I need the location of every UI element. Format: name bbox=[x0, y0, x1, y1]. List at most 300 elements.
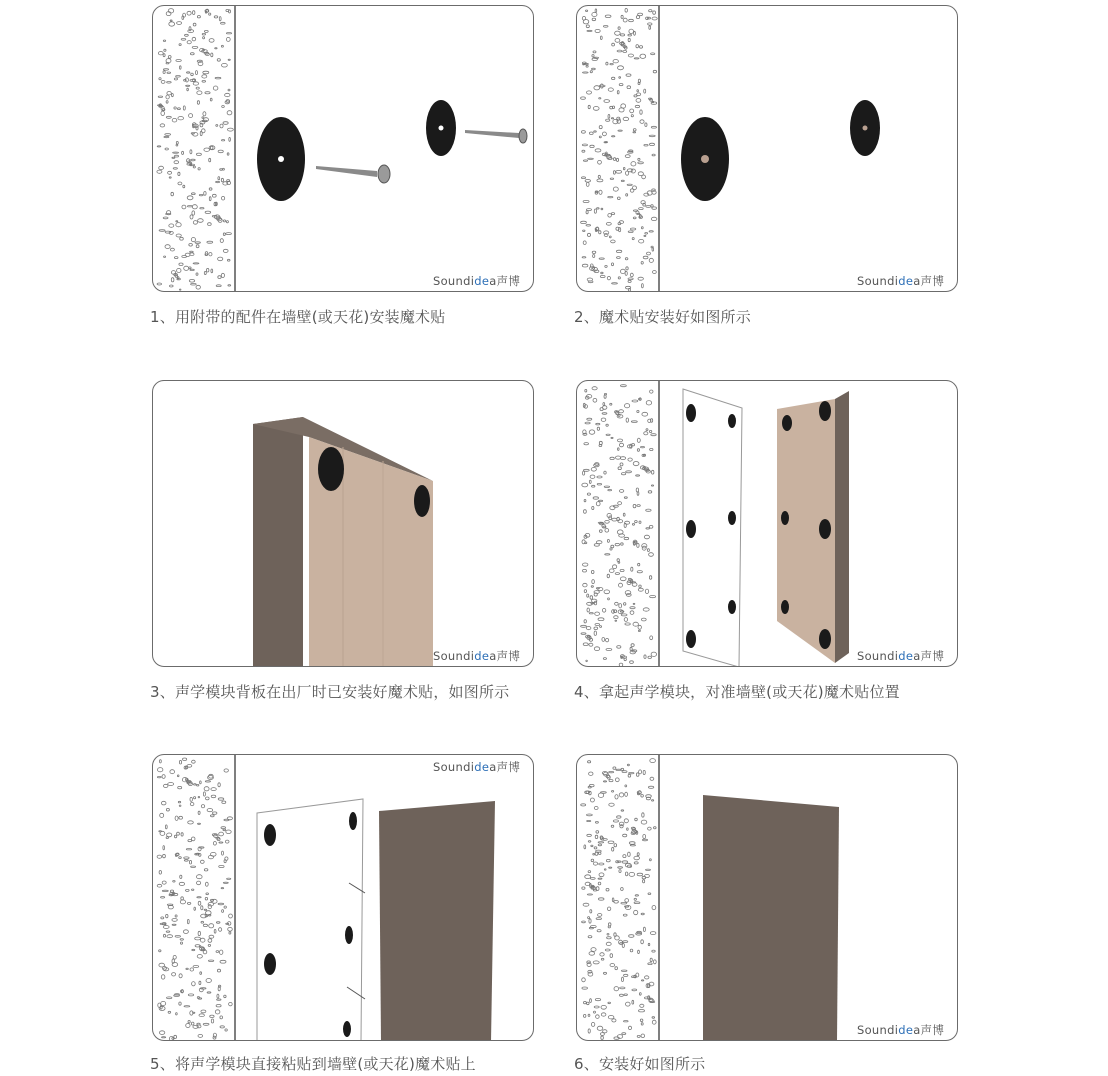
wall-speckle bbox=[198, 1034, 203, 1037]
wall-speckle bbox=[171, 192, 174, 196]
wall-speckle bbox=[638, 172, 643, 176]
wall-speckle bbox=[638, 950, 640, 953]
wall-speckle bbox=[585, 875, 591, 879]
velcro-dot bbox=[819, 401, 831, 421]
wall-speckle bbox=[189, 244, 193, 247]
wall-speckle bbox=[645, 976, 649, 979]
wall-speckle bbox=[171, 271, 175, 275]
wall-speckle bbox=[595, 192, 598, 195]
wall-speckle bbox=[587, 820, 591, 821]
step-3-panel bbox=[152, 380, 534, 667]
wall-speckle bbox=[205, 882, 208, 886]
wall-speckle bbox=[180, 939, 183, 941]
wall-speckle bbox=[582, 887, 585, 889]
wall-speckle bbox=[649, 10, 652, 12]
wall-speckle bbox=[158, 768, 163, 772]
wall-speckle bbox=[608, 1002, 611, 1004]
wall-speckle bbox=[629, 842, 635, 845]
foam-side bbox=[253, 417, 303, 667]
wall-speckle bbox=[607, 934, 609, 936]
wall-speckle bbox=[583, 20, 589, 24]
wall-speckle bbox=[583, 241, 586, 245]
wall-speckle bbox=[592, 485, 595, 487]
wall-speckle bbox=[588, 761, 591, 763]
wall-speckle bbox=[214, 929, 216, 933]
wall-speckle bbox=[590, 145, 594, 147]
step-1-caption: 1、用附带的配件在墙壁(或天花)安装魔术贴 bbox=[150, 308, 446, 326]
wall-speckle bbox=[585, 542, 587, 544]
wall-speckle bbox=[605, 554, 610, 555]
wall-speckle bbox=[209, 188, 212, 190]
wall-speckle bbox=[623, 513, 625, 516]
wall-speckle bbox=[643, 927, 645, 931]
wall-speckle bbox=[177, 22, 182, 25]
wall-speckle bbox=[611, 118, 613, 119]
wall-speckle bbox=[619, 221, 623, 224]
wall-speckle bbox=[585, 422, 590, 424]
wall-speckle bbox=[614, 901, 619, 904]
wall-speckle bbox=[617, 439, 622, 442]
wall-speckle bbox=[593, 107, 599, 111]
wall-speckle bbox=[218, 783, 220, 787]
wall-speckle bbox=[215, 1010, 220, 1014]
wall-speckle bbox=[625, 8, 627, 12]
wall-speckle bbox=[615, 778, 619, 782]
wall-speckle bbox=[177, 775, 179, 777]
wall-speckle bbox=[639, 993, 641, 996]
wall-speckle bbox=[162, 881, 166, 884]
wall-speckle bbox=[595, 29, 600, 32]
wall-speckle bbox=[590, 475, 595, 478]
velcro-dot bbox=[781, 600, 789, 614]
wall-speckle bbox=[604, 100, 610, 103]
wall-speckle bbox=[607, 276, 610, 279]
wall-speckle bbox=[205, 897, 207, 900]
wall-speckle bbox=[208, 960, 213, 962]
wall-speckle bbox=[624, 537, 629, 539]
wall-speckle bbox=[606, 942, 611, 945]
wall-speckle bbox=[584, 620, 586, 623]
wall-speckle bbox=[211, 1019, 213, 1023]
wall-speckle bbox=[616, 769, 621, 770]
wall-speckle bbox=[621, 970, 627, 971]
wall-speckle bbox=[163, 54, 165, 57]
wall-speckle bbox=[645, 589, 648, 593]
velcro-dot bbox=[782, 415, 792, 431]
wall-speckle bbox=[222, 801, 226, 803]
wall-speckle bbox=[613, 171, 615, 175]
wall-speckle bbox=[174, 835, 176, 838]
wall-speckle bbox=[631, 115, 633, 117]
wall-speckle bbox=[630, 189, 634, 192]
wall-speckle bbox=[652, 189, 656, 191]
wall-speckle bbox=[643, 880, 645, 883]
wall-speckle bbox=[651, 217, 657, 220]
wall-speckle bbox=[219, 832, 224, 836]
wall-speckle bbox=[204, 869, 208, 871]
wall-speckle bbox=[605, 265, 607, 267]
wall-speckle bbox=[157, 776, 161, 777]
wall-speckle bbox=[216, 285, 221, 287]
wall-speckle bbox=[605, 15, 611, 18]
wall-speckle bbox=[602, 608, 605, 612]
wall-speckle bbox=[637, 93, 641, 96]
wall-speckle bbox=[588, 281, 593, 283]
wall-speckle bbox=[215, 48, 217, 49]
wall-speckle bbox=[191, 159, 196, 161]
wall-speckle bbox=[633, 217, 636, 219]
wall-speckle bbox=[195, 937, 201, 940]
wall-speckle bbox=[609, 569, 614, 573]
wall-speckle bbox=[651, 652, 656, 656]
wall-speckle bbox=[590, 71, 592, 73]
wall-speckle bbox=[581, 131, 585, 134]
wall-speckle bbox=[649, 430, 651, 432]
wall-speckle bbox=[649, 135, 655, 137]
wall-speckle bbox=[190, 803, 194, 806]
wall-speckle bbox=[608, 1016, 614, 1019]
wall-speckle bbox=[591, 1022, 594, 1026]
wall-speckle bbox=[187, 764, 192, 767]
wall-speckle bbox=[626, 267, 628, 270]
wall-speckle bbox=[203, 37, 205, 39]
wall-speckle bbox=[189, 114, 193, 118]
wall-speckle bbox=[206, 893, 209, 895]
wall-speckle bbox=[187, 11, 191, 15]
velcro-dot bbox=[728, 414, 736, 428]
wall-speckle bbox=[167, 92, 171, 95]
wall-speckle bbox=[631, 162, 636, 166]
wall-speckle bbox=[593, 853, 595, 855]
wall-speckle bbox=[630, 949, 633, 952]
wall-speckle bbox=[192, 205, 197, 209]
wall-speckle bbox=[621, 473, 625, 475]
wall-speckle bbox=[630, 228, 635, 230]
wall-speckle bbox=[634, 910, 638, 914]
brand-logo: Soundidea声博 bbox=[857, 1023, 945, 1037]
wall-speckle bbox=[637, 571, 642, 573]
wall-speckle bbox=[594, 131, 597, 132]
wall-speckle bbox=[617, 91, 619, 94]
wall-speckle bbox=[615, 795, 618, 799]
wall-speckle bbox=[164, 49, 166, 51]
wall-speckle bbox=[174, 257, 178, 259]
wall-speckle bbox=[229, 1002, 233, 1005]
wall-speckle bbox=[158, 52, 163, 55]
wall-speckle bbox=[646, 528, 650, 529]
wall-speckle bbox=[624, 603, 626, 606]
wall-speckle bbox=[619, 84, 623, 86]
wall-speckle bbox=[649, 231, 653, 232]
wall-speckle bbox=[188, 821, 194, 824]
wall-speckle bbox=[646, 429, 648, 431]
wall-speckle bbox=[197, 897, 201, 898]
wall-speckle bbox=[603, 781, 606, 782]
wall-speckle bbox=[623, 117, 629, 120]
wall-speckle bbox=[205, 92, 210, 94]
wall-speckle bbox=[192, 37, 196, 41]
wall-speckle bbox=[595, 624, 600, 626]
wall-speckle bbox=[613, 565, 617, 569]
wall-speckle bbox=[625, 404, 630, 408]
wall-speckle bbox=[622, 861, 628, 863]
wall-speckle bbox=[646, 206, 651, 208]
wall-speckle bbox=[176, 223, 181, 227]
wall-speckle bbox=[203, 924, 207, 926]
wall-speckle bbox=[583, 569, 587, 572]
wall-speckle bbox=[606, 424, 608, 426]
wall-speckle bbox=[196, 153, 201, 155]
wall-speckle bbox=[581, 221, 587, 223]
wall-texture bbox=[581, 8, 658, 291]
wall-speckle bbox=[631, 567, 633, 571]
wall-speckle bbox=[623, 51, 627, 53]
wall-speckle bbox=[626, 471, 632, 473]
wall-speckle bbox=[609, 867, 612, 868]
wall-speckle bbox=[623, 167, 625, 169]
wall-speckle bbox=[185, 34, 189, 36]
wall-speckle bbox=[178, 801, 180, 803]
wall-speckle bbox=[589, 643, 593, 646]
wall-speckle bbox=[635, 895, 638, 896]
wall-speckle bbox=[635, 521, 638, 523]
wall-speckle bbox=[223, 829, 226, 831]
wall-speckle bbox=[630, 661, 634, 664]
step-6-panel bbox=[576, 754, 958, 1041]
wall-speckle bbox=[163, 846, 165, 850]
wall-speckle bbox=[606, 649, 612, 651]
wall-speckle bbox=[179, 882, 184, 885]
wall-speckle bbox=[624, 974, 628, 976]
wall-speckle bbox=[605, 529, 609, 533]
wall-speckle bbox=[613, 158, 615, 161]
wall-speckle bbox=[593, 398, 597, 402]
wall-speckle bbox=[190, 968, 194, 971]
wall-speckle bbox=[583, 903, 589, 906]
wall-speckle bbox=[172, 118, 177, 122]
wall-speckle bbox=[625, 155, 630, 158]
wall-speckle bbox=[630, 845, 635, 846]
wall-speckle bbox=[614, 616, 618, 619]
wall-speckle bbox=[583, 433, 587, 435]
wall-speckle bbox=[592, 55, 594, 58]
wall-speckle bbox=[645, 233, 648, 235]
wall-speckle bbox=[641, 913, 644, 915]
wall-speckle bbox=[222, 140, 225, 141]
wall-speckle bbox=[615, 602, 619, 605]
wall-speckle bbox=[196, 87, 199, 89]
wall-speckle bbox=[197, 101, 199, 105]
wall-speckle bbox=[598, 878, 602, 879]
wall-speckle bbox=[212, 194, 216, 197]
wall-speckle bbox=[629, 935, 634, 938]
wall-speckle bbox=[618, 66, 624, 70]
wall-speckle bbox=[640, 54, 646, 58]
wall-speckle bbox=[217, 59, 220, 62]
step-6-illustration bbox=[577, 755, 958, 1041]
wall-speckle bbox=[624, 1021, 629, 1022]
wall-speckle bbox=[221, 22, 226, 24]
wall-speckle bbox=[191, 238, 195, 242]
wall-speckle bbox=[162, 775, 165, 779]
velcro-dot bbox=[686, 520, 696, 538]
wall-speckle bbox=[228, 128, 234, 131]
step-3-caption: 3、声学模块背板在出厂时已安装好魔术贴，如图所示 bbox=[150, 683, 510, 701]
wall-speckle bbox=[638, 277, 643, 280]
wall-speckle bbox=[611, 437, 613, 438]
wall-speckle bbox=[598, 852, 601, 854]
wall-speckle bbox=[650, 448, 653, 450]
wall-speckle bbox=[597, 930, 601, 932]
wall-speckle bbox=[609, 771, 614, 772]
wall-speckle bbox=[207, 268, 209, 272]
wall-speckle bbox=[641, 227, 643, 229]
wall-speckle bbox=[651, 434, 656, 436]
wall-speckle bbox=[173, 168, 177, 170]
wall-speckle bbox=[606, 222, 611, 225]
wall-speckle bbox=[199, 194, 203, 195]
wall-speckle bbox=[638, 82, 640, 84]
wall-speckle bbox=[175, 816, 178, 820]
wall-speckle bbox=[594, 544, 599, 547]
wall-speckle bbox=[639, 585, 641, 587]
wall-speckle bbox=[609, 803, 614, 806]
wall-speckle bbox=[647, 549, 649, 552]
wall-speckle bbox=[652, 906, 656, 910]
wall-speckle bbox=[219, 928, 222, 932]
wall-speckle bbox=[179, 974, 182, 978]
wall-speckle bbox=[642, 839, 647, 841]
wall-speckle bbox=[621, 614, 627, 616]
wall-speckle bbox=[165, 825, 167, 829]
wall-speckle bbox=[628, 54, 633, 57]
wall-speckle bbox=[621, 543, 624, 545]
wall-speckle bbox=[652, 154, 655, 156]
wall-speckle bbox=[632, 238, 634, 240]
wall-speckle bbox=[648, 963, 652, 965]
wall-speckle bbox=[204, 192, 206, 196]
wall-speckle bbox=[194, 784, 197, 785]
wall-speckle bbox=[622, 977, 624, 981]
wall-speckle bbox=[166, 59, 171, 63]
wall-speckle bbox=[191, 1022, 194, 1025]
wall-speckle bbox=[583, 469, 589, 471]
wall-speckle bbox=[163, 854, 166, 857]
wall-speckle bbox=[628, 852, 631, 856]
wall-speckle bbox=[648, 491, 652, 493]
wall-speckle bbox=[161, 897, 165, 899]
wall-speckle bbox=[592, 506, 594, 509]
wall-speckle bbox=[626, 1002, 631, 1006]
brand-logo: Soundidea声博 bbox=[857, 274, 945, 288]
wall-speckle bbox=[163, 784, 168, 787]
wall-speckle bbox=[633, 462, 639, 466]
wall-speckle bbox=[204, 30, 208, 32]
wall-speckle bbox=[586, 182, 589, 186]
wall-speckle bbox=[164, 136, 169, 137]
wall-speckle bbox=[591, 845, 593, 847]
wall-speckle bbox=[615, 573, 619, 575]
wall-speckle bbox=[639, 208, 644, 210]
wall-speckle bbox=[618, 27, 620, 30]
wall-speckle bbox=[225, 1029, 227, 1031]
wall-speckle bbox=[618, 562, 620, 564]
wall-speckle bbox=[613, 60, 618, 63]
wall-speckle bbox=[588, 1029, 590, 1033]
wall-speckle bbox=[591, 859, 594, 862]
wall-speckle bbox=[179, 816, 183, 819]
wall-speckle bbox=[207, 809, 213, 812]
wall-speckle bbox=[195, 242, 200, 244]
wall-speckle bbox=[189, 267, 191, 269]
wall-speckle bbox=[634, 902, 640, 904]
wall-speckle bbox=[221, 273, 224, 277]
wall-speckle bbox=[596, 887, 599, 891]
wall-speckle bbox=[606, 859, 610, 861]
wall-speckle bbox=[636, 99, 641, 103]
wall-speckle bbox=[204, 271, 206, 274]
wall-speckle bbox=[595, 852, 598, 855]
wall-speckle bbox=[619, 490, 623, 493]
wall-speckle bbox=[624, 819, 628, 823]
wall-speckle bbox=[197, 875, 203, 879]
wall-speckle bbox=[650, 958, 652, 962]
wall-speckle bbox=[220, 1016, 223, 1019]
wall-speckle bbox=[632, 523, 634, 525]
wall-speckle bbox=[637, 505, 640, 507]
wall-speckle bbox=[633, 129, 636, 131]
wall-speckle bbox=[220, 124, 223, 128]
wall-speckle bbox=[617, 119, 621, 123]
wall-speckle bbox=[178, 786, 182, 788]
wall-speckle bbox=[643, 834, 646, 838]
wall-speckle bbox=[170, 890, 173, 893]
wall-speckle bbox=[204, 118, 209, 122]
wall-speckle bbox=[650, 932, 656, 935]
wall-speckle bbox=[179, 289, 181, 290]
wall-speckle bbox=[636, 16, 639, 19]
wall-speckle bbox=[637, 410, 639, 412]
velcro-dot bbox=[343, 1021, 351, 1037]
wall-speckle bbox=[586, 211, 588, 214]
wall-speckle bbox=[582, 150, 585, 152]
wall-speckle bbox=[192, 889, 194, 890]
wall-speckle bbox=[221, 178, 223, 182]
wall-speckle bbox=[642, 813, 644, 817]
wall-speckle bbox=[213, 1033, 216, 1037]
wall-speckle bbox=[612, 610, 615, 614]
wall-speckle bbox=[618, 867, 623, 869]
wall-speckle bbox=[615, 39, 620, 43]
wall-speckle bbox=[641, 795, 644, 798]
wall-speckle bbox=[211, 53, 213, 57]
wall-speckle bbox=[584, 590, 586, 593]
wall-speckle bbox=[604, 471, 606, 474]
wall-speckle bbox=[200, 972, 202, 975]
wall-speckle bbox=[634, 975, 637, 978]
step-4-panel bbox=[576, 380, 958, 667]
wall-speckle bbox=[644, 432, 648, 435]
wall-speckle bbox=[175, 994, 180, 995]
wall-speckle bbox=[600, 84, 603, 88]
wall-speckle bbox=[189, 280, 194, 283]
wall-speckle bbox=[648, 23, 652, 25]
wall-speckle bbox=[641, 446, 645, 447]
wall-speckle bbox=[588, 841, 591, 843]
wall-speckle bbox=[186, 85, 190, 86]
wall-speckle bbox=[207, 241, 213, 243]
velcro-dot bbox=[318, 447, 344, 491]
